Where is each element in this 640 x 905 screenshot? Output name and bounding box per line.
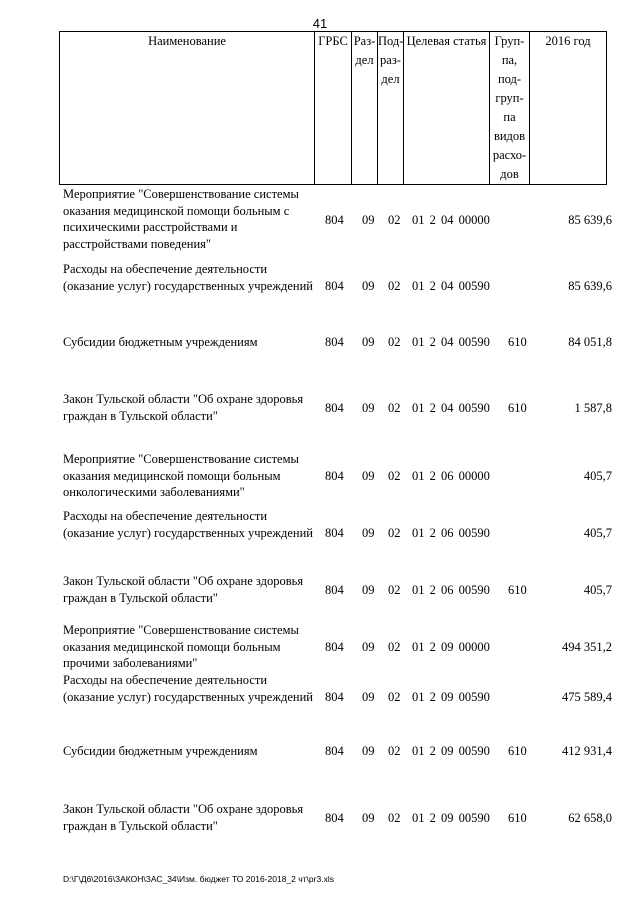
header-group-line: па	[503, 110, 516, 124]
header-razdel-line: Раз-	[353, 34, 376, 48]
row-target: 01 2 04 00000	[412, 213, 490, 227]
file-path-footer: D:\Г\Д6\2016\ЗАКОН\ЗАС_34\Изм. бюджет ТО 2016-2018_2 чт\pr3.xls	[63, 874, 334, 884]
row-name: Субсидии бюджетным учреждениям	[63, 335, 258, 349]
row-sum: 84 051,8	[568, 335, 612, 349]
row-sum: 412 931,4	[562, 744, 612, 758]
header-podrazdel-line: дел	[381, 72, 400, 86]
row-grbs: 804	[325, 469, 344, 483]
row-podrazdel: 02	[388, 690, 401, 704]
row-podrazdel: 02	[388, 640, 401, 654]
row-vr: 610	[508, 583, 527, 597]
row-podrazdel: 02	[388, 583, 401, 597]
header-name: Наименование	[60, 32, 315, 185]
row-name: Закон Тульской области "Об охране здоровья граждан в Тульской области"	[63, 802, 304, 833]
row-sum: 405,7	[583, 526, 612, 540]
row-razdel: 09	[362, 640, 375, 654]
row-razdel: 09	[362, 401, 375, 415]
table-row	[0, 391, 640, 423]
row-vr: 610	[508, 811, 527, 825]
row-name: Закон Тульской области "Об охране здоровья граждан в Тульской области"	[63, 392, 304, 423]
row-vr: 610	[508, 335, 527, 349]
row-vr: 610	[508, 401, 527, 415]
row-target: 01 2 09 00590	[412, 690, 490, 704]
row-name: Закон Тульской области "Об охране здоровья граждан в Тульской области"	[63, 574, 304, 605]
header-razdel	[352, 32, 378, 185]
row-target: 01 2 04 00590	[412, 401, 490, 415]
row-grbs: 804	[325, 583, 344, 597]
row-target: 01 2 04 00590	[412, 335, 490, 349]
row-sum: 85 639,6	[568, 213, 612, 227]
row-grbs: 804	[325, 690, 344, 704]
header-group-line: дов	[500, 167, 519, 181]
row-grbs: 804	[325, 279, 344, 293]
table-row	[0, 672, 640, 704]
header-podrazdel	[378, 32, 404, 185]
row-razdel: 09	[362, 526, 375, 540]
row-vr: 610	[508, 744, 527, 758]
table-row	[0, 508, 640, 540]
row-name: Мероприятие "Совершенствование системы оказания медицинской помощи больным с психическими расстройствами и расстройствами поведения"	[63, 187, 299, 251]
row-razdel: 09	[362, 335, 375, 349]
header-group-line: па,	[501, 53, 518, 67]
row-target: 01 2 09 00000	[412, 640, 490, 654]
row-grbs: 804	[325, 335, 344, 349]
row-grbs: 804	[325, 213, 344, 227]
page-number: 41	[312, 16, 328, 31]
table-row	[0, 573, 640, 605]
row-target: 01 2 09 00590	[412, 744, 490, 758]
table-row	[0, 186, 640, 251]
header-razdel-line: дел	[355, 53, 374, 67]
row-name: Расходы на обеспечение деятельности (оказание услуг) государственных учреждений	[63, 509, 313, 540]
table-row	[0, 622, 640, 670]
row-sum: 475 589,4	[562, 690, 612, 704]
row-name: Субсидии бюджетным учреждениям	[63, 744, 258, 758]
table-row	[0, 334, 640, 349]
header-year: 2016 год	[530, 32, 607, 185]
row-target: 01 2 06 00590	[412, 526, 490, 540]
row-podrazdel: 02	[388, 744, 401, 758]
row-sum: 405,7	[583, 469, 612, 483]
row-sum: 62 658,0	[568, 811, 612, 825]
table-header	[59, 31, 607, 185]
header-target: Целевая статья	[404, 32, 490, 185]
row-razdel: 09	[362, 213, 375, 227]
row-podrazdel: 02	[388, 335, 401, 349]
row-sum: 85 639,6	[568, 279, 612, 293]
row-razdel: 09	[362, 583, 375, 597]
row-target: 01 2 09 00590	[412, 811, 490, 825]
header-group-line: расхо-	[492, 148, 527, 162]
row-name: Мероприятие "Совершенствование системы оказания медицинской помощи больным прочими заболеваниями"	[63, 623, 299, 670]
row-sum: 494 351,2	[562, 640, 612, 654]
row-grbs: 804	[325, 811, 344, 825]
row-razdel: 09	[362, 690, 375, 704]
header-grbs: ГРБС	[315, 32, 352, 185]
table-row	[0, 743, 640, 758]
row-target: 01 2 06 00590	[412, 583, 490, 597]
row-name: Расходы на обеспечение деятельности (оказание услуг) государственных учреждений	[63, 673, 313, 704]
row-sum: 1 587,8	[574, 401, 612, 415]
row-podrazdel: 02	[388, 279, 401, 293]
header-podrazdel-line: раз-	[380, 53, 401, 67]
row-razdel: 09	[362, 279, 375, 293]
row-target: 01 2 04 00590	[412, 279, 490, 293]
row-podrazdel: 02	[388, 469, 401, 483]
row-grbs: 804	[325, 640, 344, 654]
row-podrazdel: 02	[388, 401, 401, 415]
row-razdel: 09	[362, 469, 375, 483]
row-podrazdel: 02	[388, 526, 401, 540]
row-grbs: 804	[325, 526, 344, 540]
header-group-line: груп-	[495, 91, 524, 105]
header-podrazdel-line: Под-	[378, 34, 404, 48]
row-name: Расходы на обеспечение деятельности (оказание услуг) государственных учреждений	[63, 262, 313, 293]
table-row	[0, 261, 640, 293]
table-row	[0, 801, 640, 833]
header-group-line: видов	[493, 129, 526, 143]
row-sum: 405,7	[583, 583, 612, 597]
header-group-line: Груп-	[494, 34, 525, 48]
row-podrazdel: 02	[388, 213, 401, 227]
row-grbs: 804	[325, 401, 344, 415]
header-group	[490, 32, 530, 185]
row-razdel: 09	[362, 744, 375, 758]
row-podrazdel: 02	[388, 811, 401, 825]
row-grbs: 804	[325, 744, 344, 758]
row-razdel: 09	[362, 811, 375, 825]
header-group-line: под-	[497, 72, 522, 86]
row-name: Мероприятие "Совершенствование системы оказания медицинской помощи больным онкологическими заболеваниями"	[63, 452, 299, 499]
row-target: 01 2 06 00000	[412, 469, 490, 483]
table-row	[0, 451, 640, 499]
